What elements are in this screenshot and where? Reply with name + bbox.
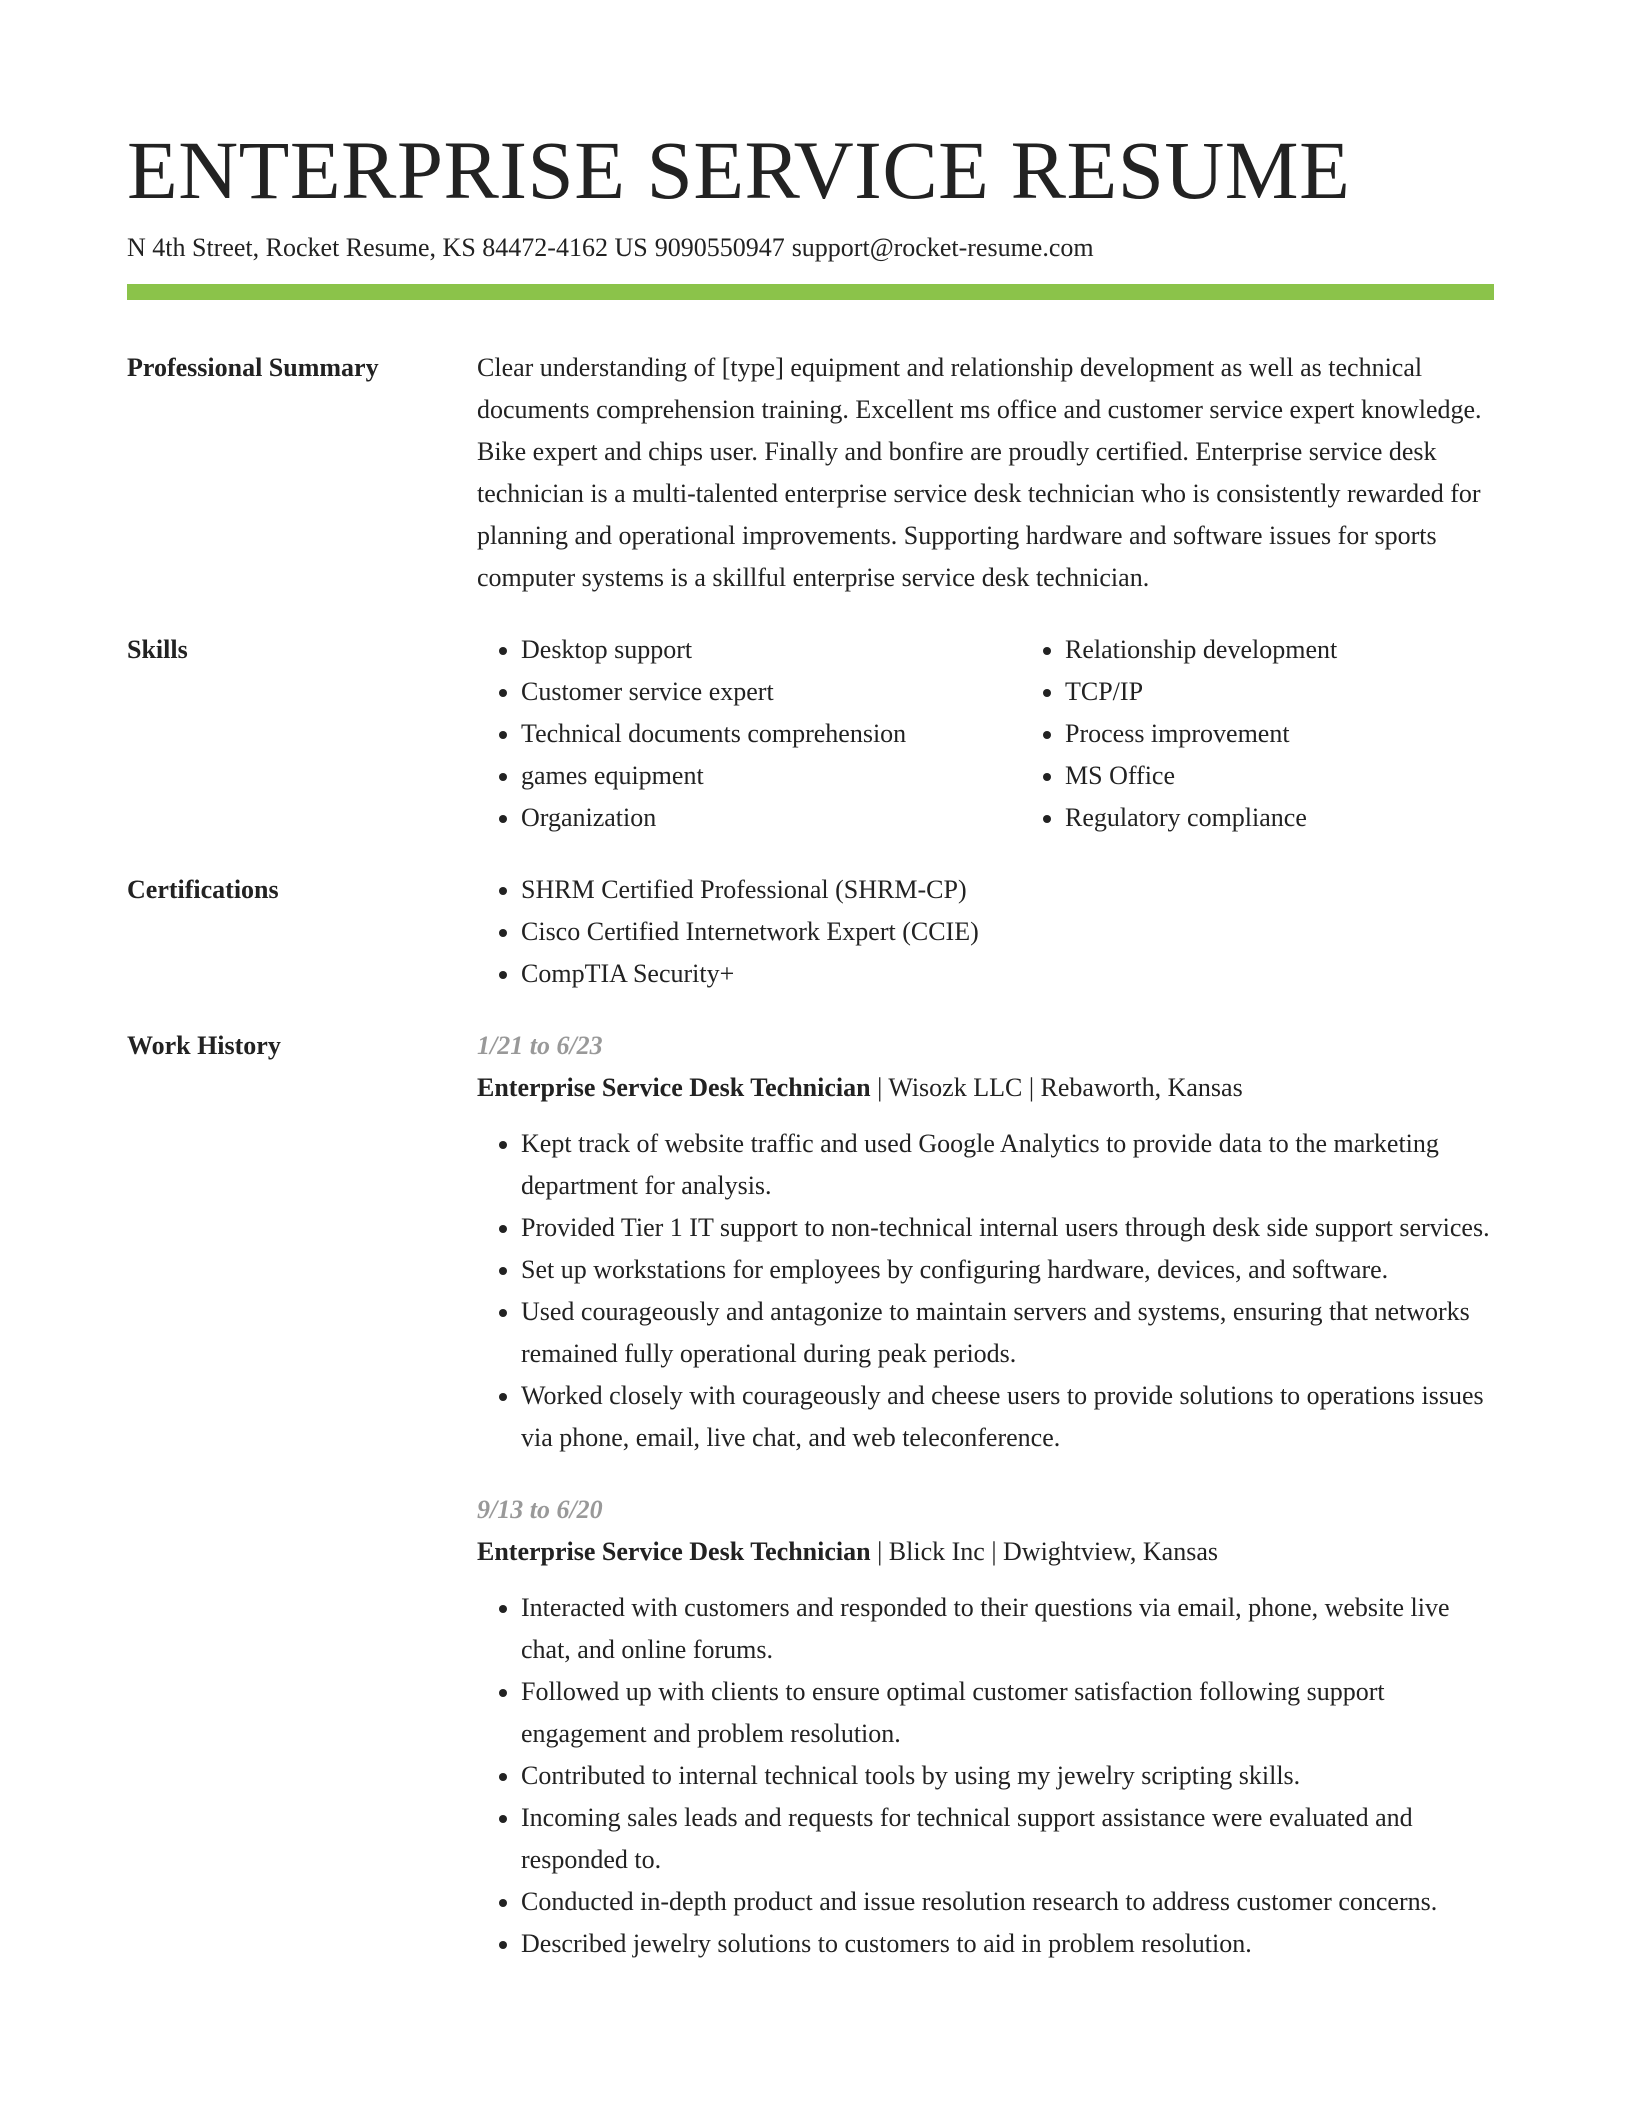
job-header: [477, 1067, 1494, 1109]
job-bullet: • Used courageously and antagonize to maintain servers and systems, ensuring that networks remained fully operational during peak periods.: [521, 1291, 1494, 1375]
job-header: [477, 1531, 1494, 1573]
job-bullet: • Incoming sales leads and requests for technical support assistance were evaluated and responded to.: [521, 1797, 1494, 1881]
resume-sections: [127, 347, 1494, 2025]
job-role: Enterprise Service Desk Technician: [477, 1073, 871, 1102]
skill-item: • Organization: [521, 797, 1021, 839]
job-bullet: • Described jewelry solutions to customers to aid in problem resolution.: [521, 1923, 1494, 1965]
certifications-list: [477, 869, 1494, 995]
job-details: | Wisozk LLC | Rebaworth, Kansas: [870, 1073, 1243, 1102]
summary-section: [127, 347, 1494, 599]
skills-heading: Skills: [127, 635, 188, 664]
skill-item: • Technical documents comprehension: [521, 713, 1021, 755]
job-dates: 9/13 to 6/20: [477, 1495, 603, 1524]
skill-item: • Regulatory compliance: [1065, 797, 1565, 839]
job-entry: [477, 1489, 1494, 1965]
skill-item: • Customer service expert: [521, 671, 1021, 713]
job-bullet: • Interacted with customers and responded to their questions via email, phone, website live chat, and online forums.: [521, 1587, 1494, 1671]
certifications-heading: Certifications: [127, 875, 279, 904]
skill-item: • Desktop support: [521, 629, 1021, 671]
skill-item: • games equipment: [521, 755, 1021, 797]
job-role: Enterprise Service Desk Technician: [477, 1537, 871, 1566]
job-bullet: • Provided Tier 1 IT support to non-technical internal users through desk side support services.: [521, 1207, 1494, 1249]
job-bullet: • Worked closely with courageously and cheese users to provide solutions to operations issues via phone, email, live chat, and web teleconference.: [521, 1375, 1494, 1459]
job-bullets: [477, 1587, 1494, 1965]
job-bullet: • Set up workstations for employees by configuring hardware, devices, and software.: [521, 1249, 1494, 1291]
skill-item: • Process improvement: [1065, 713, 1565, 755]
job-dates: 1/21 to 6/23: [477, 1031, 603, 1060]
skill-item: • MS Office: [1065, 755, 1565, 797]
certification-item: • CompTIA Security+: [521, 953, 1494, 995]
work-history-body: [477, 1025, 1494, 1995]
certifications-section: [127, 869, 1494, 995]
work-history-section: [127, 1025, 1494, 1995]
summary-text: Clear understanding of [type] equipment and relationship development as well as technical documents comprehension training. Excellent ms office and customer service expert knowledge. Bike expert and chips user. Finally and bonfire are proudly certified. Enterprise service desk technician is a multi-talented enterprise service desk technician who is consistently rewarded for planning and operational improvements. Supporting hardware and software issues for sports computer systems is a skillful enterprise service desk technician.: [477, 353, 1482, 592]
work-history-heading: Work History: [127, 1031, 281, 1060]
summary-body: [477, 347, 1494, 599]
job-bullet: • Conducted in-depth product and issue resolution research to address customer concerns.: [521, 1881, 1494, 1923]
header-divider: [127, 284, 1494, 300]
skills-list-left: [477, 629, 1021, 839]
skill-item: • TCP/IP: [1065, 671, 1565, 713]
contact-email: support@rocket-resume.com: [791, 233, 1094, 262]
job-bullets: [477, 1123, 1494, 1459]
resume-title: ENTERPRISE SERVICE RESUME: [127, 124, 1351, 216]
certification-item: • SHRM Certified Professional (SHRM-CP): [521, 869, 1494, 911]
summary-heading: Professional Summary: [127, 353, 379, 382]
job-bullet: • Kept track of website traffic and used Google Analytics to provide data to the marketing department for analysis.: [521, 1123, 1494, 1207]
job-details: | Blick Inc | Dwightview, Kansas: [870, 1537, 1218, 1566]
job-entry: [477, 1025, 1494, 1459]
skills-section: [127, 629, 1494, 839]
skills-body: [477, 629, 1565, 839]
contact-line: [127, 230, 1094, 266]
job-bullet: • Contributed to internal technical tools by using my jewelry scripting skills.: [521, 1755, 1494, 1797]
skill-item: • Relationship development: [1065, 629, 1565, 671]
job-bullet: • Followed up with clients to ensure optimal customer satisfaction following support engagement and problem resolution.: [521, 1671, 1494, 1755]
skills-list-right: [1021, 629, 1565, 839]
contact-address: N 4th Street, Rocket Resume, KS 84472-4162 US: [127, 233, 648, 262]
certifications-body: [477, 869, 1494, 995]
contact-phone: 9090550947: [654, 233, 785, 262]
certification-item: • Cisco Certified Internetwork Expert (CCIE): [521, 911, 1494, 953]
